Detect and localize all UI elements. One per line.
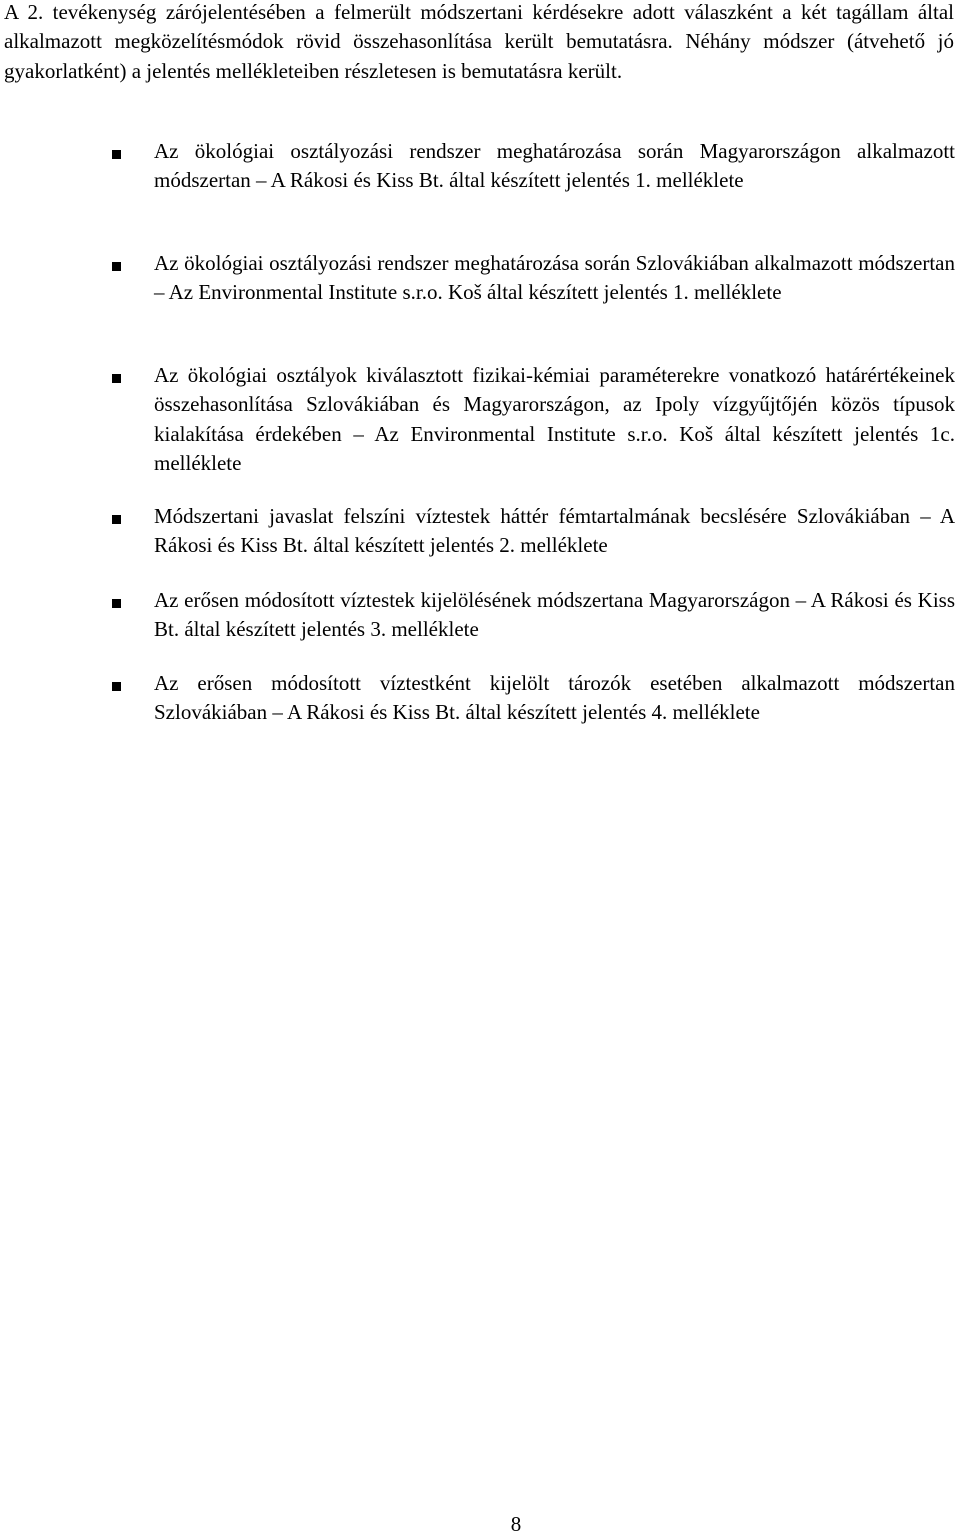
list-item-text: Az ökológiai osztályozási rendszer meghatározása során Magyarországon alkalmazott módszertan – A Rákosi és Kiss Bt. által készített jelentés 1. melléklete bbox=[154, 139, 955, 193]
square-bullet-icon bbox=[112, 150, 121, 159]
square-bullet-icon bbox=[112, 262, 121, 271]
square-bullet-icon bbox=[112, 682, 121, 691]
square-bullet-icon bbox=[112, 374, 121, 383]
square-bullet-icon bbox=[112, 599, 121, 608]
page-number: 8 bbox=[510, 1512, 522, 1536]
intro-paragraph: A 2. tevékenység zárójelentésében a felmerült módszertani kérdésekre adott válaszként a két tagállam által alkalmazott megközelítésmódok rövid összehasonlítása került bemutatásra. Néhány módszer (átvehető jó gyakorlatként) a jelentés mellékleteiben részletesen is bemutatásra került. bbox=[4, 0, 954, 83]
square-bullet-icon bbox=[112, 515, 121, 524]
list-item-text: Az ökológiai osztályok kiválasztott fizikai-kémiai paraméterekre vonatkozó határértékeinek összehasonlítása Szlovákiában és Magyarországon, az Ipoly vízgyűjtőjén közös típusok kialakítása érdekében – Az Environmental Institute s.r.o. Koš által készített jelentés 1c. melléklete bbox=[154, 363, 955, 475]
list-item-text: Módszertani javaslat felszíni víztestek háttér fémtartalmának becslésére Szlovákiában – A Rákosi és Kiss Bt. által készített jelentés 2. melléklete bbox=[154, 504, 955, 558]
list-item-text: Az erősen módosított víztestek kijelölésének módszertana Magyarországon – A Rákosi és Kiss Bt. által készített jelentés 3. melléklete bbox=[154, 588, 955, 642]
list-item-text: Az erősen módosított víztestként kijelölt tározók esetében alkalmazott módszertan Szlovákiában – A Rákosi és Kiss Bt. által készített jelentés 4. melléklete bbox=[154, 671, 955, 725]
list-item-text: Az ökológiai osztályozási rendszer meghatározása során Szlovákiában alkalmazott módszertan – Az Environmental Institute s.r.o. Koš által készített jelentés 1. melléklete bbox=[154, 251, 955, 305]
